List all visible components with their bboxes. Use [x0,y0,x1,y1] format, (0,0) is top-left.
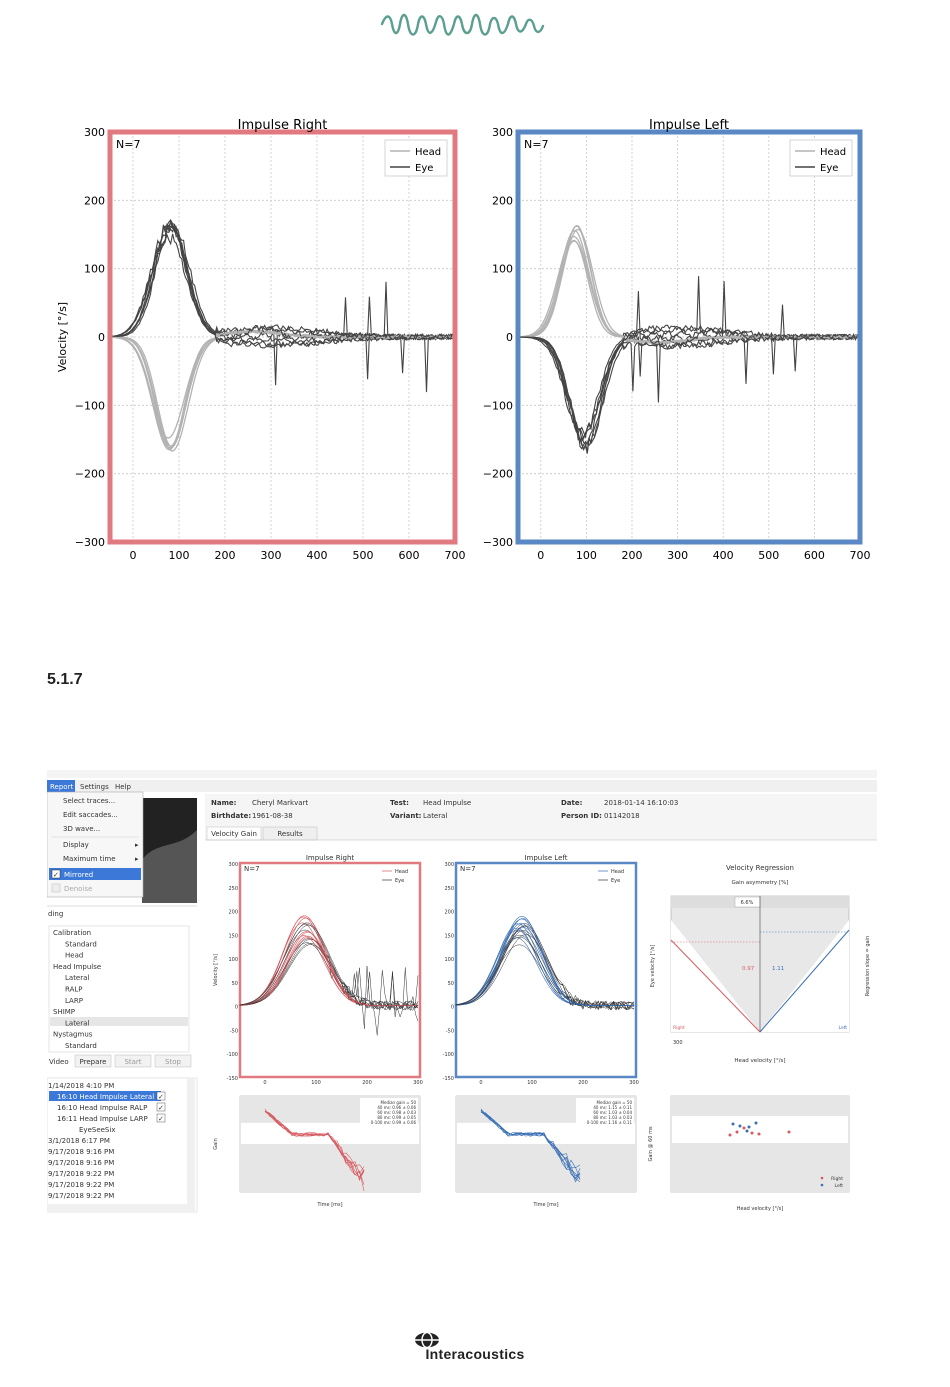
right-gain-value: 0.97 [742,966,755,972]
chart-title: Impulse Left [649,118,729,133]
gain-point [743,1127,746,1130]
gain-point [736,1131,739,1134]
velocity-panel [443,854,639,1086]
x-tick-label: 300 [260,549,282,562]
y-tick-label: −200 [482,467,513,481]
session-item[interactable]: 16:10 Head Impulse RALP [57,1104,148,1112]
patient-label: Person ID: [561,812,602,820]
panel-frame [456,863,636,1077]
y-tick-label: 150 [228,933,238,940]
impulse-left-chart [483,118,871,562]
y-tick-label: 0 [506,331,513,344]
gain-point [729,1134,732,1137]
session-item[interactable]: 1/14/2018 4:10 PM [48,1082,115,1090]
menu-maximum-time[interactable]: Maximum time [63,855,116,863]
y-tick-label: 100 [228,957,238,964]
patient-label: Test: [390,799,409,807]
check-icon: ✓ [158,1104,164,1112]
regression-slope-label: Regression slope = gain [865,935,871,997]
y-tick-label: -50 [229,1028,238,1035]
footer-brand: Interacoustics [425,1346,525,1362]
velocity-panel [227,854,423,1086]
session-item[interactable]: 9/17/2018 9:22 PM [48,1181,115,1189]
legend-head-label: Head [611,869,625,875]
tree-item[interactable]: Lateral [65,1019,90,1028]
panel-title: Impulse Left [524,854,568,862]
y-tick-label: 250 [228,885,238,892]
x-tick-label: 0 [263,1080,267,1086]
x-tick-label: 100 [168,549,190,562]
x-tick-label: 100 [311,1080,321,1086]
gain-axis-label: Gain [213,1138,219,1150]
y-tick-label: 300 [84,126,105,139]
y-tick-label: -150 [226,1076,238,1082]
time-axis-label: Time [ms] [317,1202,343,1208]
menu-3d-wave[interactable]: 3D wave... [63,825,101,833]
y-tick-label: 200 [444,909,454,916]
submenu-arrow-icon: ▸ [135,855,139,863]
gain-point [746,1130,749,1133]
y-tick-label: 300 [444,862,454,868]
y-tick-label: 0 [450,1004,454,1011]
y-tick-label: −300 [74,536,105,549]
y-tick-label: −100 [482,399,513,413]
side-tab-video[interactable]: Video [49,1058,69,1066]
patient-label: Name: [211,799,237,807]
x-tick-label: 300 [629,1080,639,1086]
tree-item[interactable]: Head Impulse [53,962,102,971]
left-gain-value: 1.11 [772,966,785,972]
x-tick-label: 200 [362,1080,372,1086]
median-gain-text: 80 ms: 0.99 ± 0.05 [377,1115,416,1120]
eye-velocity-label: Eye velocity [°/s] [650,944,656,988]
head-velocity-label: Head velocity [°/s] [736,1206,784,1212]
n-label: N=7 [244,865,260,873]
median-gain-text: Median gain = 50 [596,1100,632,1105]
tree-item[interactable]: RALP [65,985,83,994]
tab-results[interactable]: Results [277,830,303,838]
y-tick-label: 150 [444,933,454,940]
head-velocity-label: Head velocity [°/s] [734,1058,786,1064]
y-tick-label: 0 [234,1004,238,1011]
impulse-figure [40,110,880,580]
y-axis-label: Velocity [°/s] [56,301,69,373]
y-tick-label: 0 [98,331,105,344]
left-label: Left [838,1026,847,1031]
x-tick-label: 400 [306,549,328,562]
y-tick-label: -100 [442,1052,454,1059]
legend-eye-label: Eye [415,163,434,174]
x-tick-label: 300 [413,1080,423,1086]
menu-mirrored[interactable]: Mirrored [64,871,94,879]
median-gain-text: 60 ms: 1.03 ± 0.04 [593,1110,632,1115]
chart-title: Impulse Right [237,118,328,133]
y-tick-label: −100 [74,399,105,413]
x-tick-label: 600 [398,549,420,562]
side-header: ding [48,910,64,918]
tab-velocity-gain[interactable]: Velocity Gain [211,830,257,838]
patient-value: 1961-08-38 [252,812,293,820]
x-tick-label: 500 [352,549,374,562]
legend-head-label: Head [415,147,442,158]
x-tick-label: 0 [129,549,137,562]
menu-select-traces[interactable]: Select traces... [63,797,116,805]
tree-item[interactable]: Standard [65,1042,97,1050]
side-tab-prepare[interactable]: Prepare [79,1058,107,1066]
x-tick-label: 300 [667,549,689,562]
tree-item[interactable]: Head [65,951,84,960]
x-tick-label: 700 [849,549,871,562]
median-gain-text: 0-100 ms: 0.99 ± 0.06 [370,1120,416,1125]
tree-item[interactable]: SHIMP [53,1008,76,1017]
y-tick-label: 200 [228,909,238,916]
gain-point [732,1123,735,1126]
check-icon: ✓ [158,1115,164,1123]
legend-head-label: Head [395,869,409,875]
y-tick-label: −200 [74,467,105,481]
gain-asymmetry-value: 6.6% [740,900,754,906]
patient-label: Birthdate: [211,812,252,820]
patient-label: Variant: [390,812,422,820]
patient-value: 01142018 [604,812,640,820]
median-gain-text: 40 ms: 1.15 ± 0.11 [593,1105,632,1110]
legend-right: Right [831,1177,843,1182]
y-tick-label: -100 [226,1052,238,1059]
y-tick-label: -50 [445,1028,454,1035]
check-icon: ✓ [158,1093,164,1101]
y-tick-label: 200 [84,194,105,208]
median-gain-text: 0-100 ms: 1.16 ± 0.11 [586,1120,632,1125]
session-item[interactable]: 9/17/2018 9:16 PM [48,1148,115,1156]
gain-panel [240,1096,420,1208]
patient-value: Cheryl Markvart [252,799,309,807]
y-tick-label: 300 [492,126,513,139]
median-gain-text: 60 ms: 0.98 ± 0.03 [377,1110,416,1115]
x-tick-label: 0 [537,549,545,562]
y-tick-label: 200 [492,194,513,208]
x-tick-label: 200 [578,1080,588,1086]
y-tick-label: 300 [228,862,238,868]
section-number: 5.1.7 [47,671,83,688]
check-icon: ✓ [53,871,59,879]
tree-item[interactable]: Nystagmus [53,1030,93,1039]
y-axis-label: Velocity [°/s] [213,954,219,986]
gain-asymmetry-label: Gain asymmetry [%] [731,880,789,886]
patient-value: 2018-01-14 16:10:03 [604,799,679,807]
n-label: N=7 [116,138,141,151]
brand-wave-logo [380,10,545,42]
median-gain-text: 40 ms: 0.96 ± 0.06 [377,1105,416,1110]
session-item[interactable]: EyeSeeSix [79,1126,116,1134]
impulse-right-chart [56,118,466,562]
right-label: Right [673,1026,685,1031]
gain-point [739,1125,742,1128]
menu-help[interactable]: Help [115,783,131,791]
time-axis-label: Time [ms] [533,1202,559,1208]
x-tick-label: 100 [527,1080,537,1086]
y-tick-label: -150 [442,1076,454,1082]
gain-point [755,1122,758,1125]
x-tick-label: 600 [803,549,825,562]
gain-point [748,1126,751,1129]
x-tick-label: 700 [444,549,466,562]
menu-display[interactable]: Display [63,841,89,849]
menu-denoise[interactable]: Denoise [64,885,93,893]
x-tick-label: 400 [712,549,734,562]
side-tab-start[interactable]: Start [124,1058,142,1066]
x-tick-label: 200 [621,549,643,562]
x-tick-label: 300 [673,1040,683,1046]
legend-left: Left [834,1184,843,1189]
n-label: N=7 [460,865,476,873]
menu-edit-saccades[interactable]: Edit saccades... [63,811,118,819]
y-tick-label: 250 [444,885,454,892]
session-item[interactable]: 9/17/2018 9:22 PM [48,1192,115,1200]
panel-title: Impulse Right [305,854,355,862]
gain-point [788,1131,791,1134]
gain-panel [456,1096,636,1208]
legend-eye-label: Eye [820,163,839,174]
software-screenshot [47,770,877,1220]
y-tick-label: 100 [492,262,513,276]
patient-value: Lateral [423,812,448,820]
session-item[interactable]: 16:11 Head Impulse LARP [57,1115,148,1123]
median-gain-text: Median gain = 50 [380,1100,416,1105]
menu-settings[interactable]: Settings [80,783,109,791]
submenu-arrow-icon: ▸ [135,841,139,849]
patient-value: Head Impulse [423,799,472,807]
legend-eye-label: Eye [395,878,405,884]
session-item[interactable]: 9/17/2018 9:16 PM [48,1159,115,1167]
side-tab-stop[interactable]: Stop [165,1058,181,1066]
x-tick-label: 500 [758,549,780,562]
y-tick-label: 50 [231,980,238,987]
panel-title: Velocity Regression [726,864,794,872]
session-item[interactable]: 9/17/2018 9:22 PM [48,1170,115,1178]
y-tick-label: 50 [447,980,454,987]
y-tick-label: −300 [482,536,513,549]
gain-60-label: Gain @ 60 ms [648,1126,654,1162]
n-label: N=7 [524,138,549,151]
tree-item[interactable]: Standard [65,940,97,949]
gain-point [751,1132,754,1135]
denoise-checkbox[interactable] [52,884,60,892]
legend-head-label: Head [820,147,847,158]
session-item[interactable]: 16:10 Head Impulse Lateral [57,1093,155,1101]
gain-point [758,1133,761,1136]
tree-item[interactable]: LARP [65,996,83,1005]
median-gain-text: 80 ms: 1.03 ± 0.03 [593,1115,632,1120]
y-tick-label: 100 [444,957,454,964]
x-tick-label: 200 [214,549,236,562]
x-tick-label: 0 [479,1080,483,1086]
x-tick-label: 100 [575,549,597,562]
menu-report[interactable]: Report [50,783,74,791]
patient-label: Date: [561,799,583,807]
tree-item[interactable]: Lateral [65,974,90,983]
tree-item[interactable]: Calibration [53,929,92,937]
legend-eye-label: Eye [611,878,621,884]
session-item[interactable]: 3/1/2018 6:17 PM [48,1137,110,1145]
y-tick-label: 100 [84,262,105,276]
